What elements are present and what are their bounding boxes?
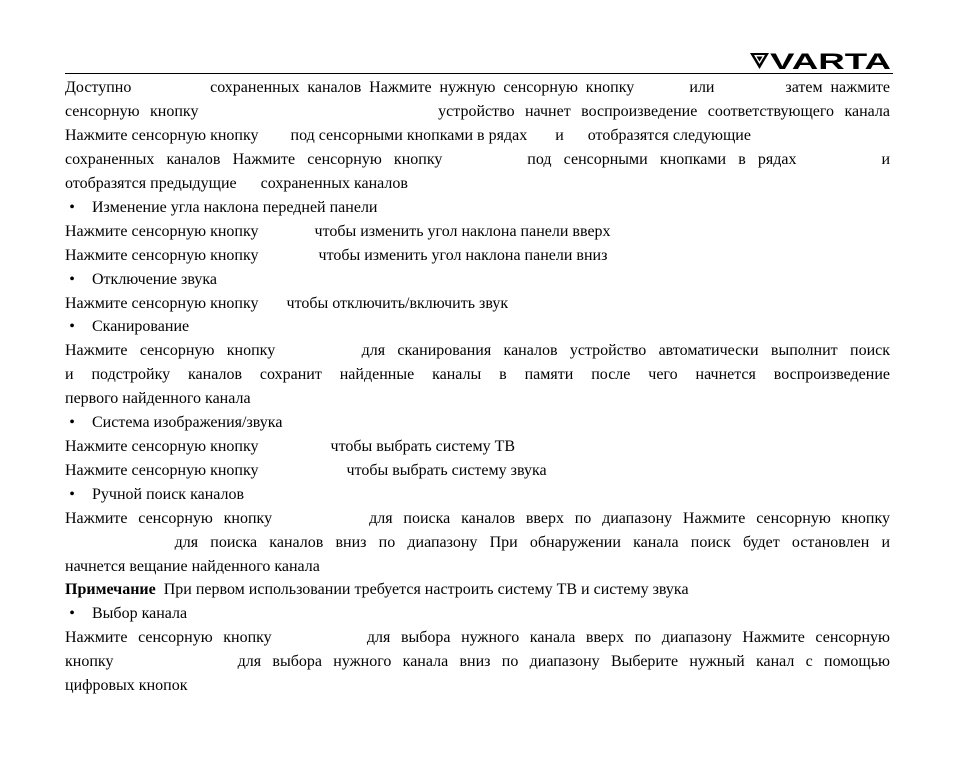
- note-text: При первом использовании требуется настроить систему ТВ и систему звука: [155, 581, 689, 598]
- paragraph-line: Доступно сохраненных каналов Нажмите нужную сенсорную кнопку или затем нажмите: [65, 79, 890, 96]
- note-line: [65, 580, 890, 600]
- bullet-icon: •: [69, 318, 75, 335]
- paragraph-line: Нажмите сенсорную кнопку для поиска каналов вверх по диапазону Нажмите сенсорную кнопку: [65, 510, 890, 527]
- paragraph-line: кнопку для выбора нужного канала вниз по диапазону Выберите нужный канал с помощью: [65, 653, 890, 670]
- header-rule: [65, 73, 893, 74]
- varta-logo: [749, 50, 892, 72]
- section-heading: [65, 198, 890, 218]
- paragraph-line: Нажмите сенсорную кнопку чтобы изменить угол наклона панели вниз: [65, 247, 608, 264]
- section-heading-text: Выбор канала: [92, 605, 188, 622]
- paragraph-line: первого найденного канала: [65, 390, 251, 407]
- paragraph-line: Нажмите сенсорную кнопку под сенсорными кнопками в рядах и отобразятся следующие: [65, 127, 751, 144]
- section-heading-text: Изменение угла наклона передней панели: [92, 199, 378, 216]
- paragraph-line: для поиска каналов вниз по диапазону При обнаружении канала поиск будет остановлен и: [65, 534, 890, 551]
- note-label: Примечание: [65, 581, 156, 598]
- bullet-icon: •: [69, 486, 75, 503]
- paragraph-line: сенсорную кнопку устройство начнет воспроизведение соответствующего канала: [65, 103, 890, 120]
- paragraph-line: Нажмите сенсорную кнопку для сканирования каналов устройство автоматически выполнит поиск: [65, 342, 890, 359]
- paragraph-line: Нажмите сенсорную кнопку для выбора нужного канала вверх по диапазону Нажмите сенсорную: [65, 629, 890, 646]
- section-heading: [65, 317, 890, 337]
- bullet-icon: •: [69, 605, 75, 622]
- paragraph-line: сохраненных каналов Нажмите сенсорную кнопку под сенсорными кнопками в рядах и: [65, 151, 890, 168]
- paragraph-line: начнется вещание найденного канала: [65, 558, 320, 575]
- section-heading-text: Система изображения/звука: [92, 414, 283, 431]
- section-heading: [65, 270, 890, 290]
- brand-wordmark: VARTA: [770, 50, 892, 72]
- bullet-icon: •: [69, 414, 75, 431]
- section-heading-text: Сканирование: [92, 318, 190, 335]
- bullet-icon: •: [69, 271, 75, 288]
- paragraph-line: отобразятся предыдущие сохраненных каналов: [65, 175, 408, 192]
- section-heading: [65, 604, 890, 624]
- paragraph-line: Нажмите сенсорную кнопку чтобы выбрать систему ТВ: [65, 438, 516, 455]
- paragraph-line: Нажмите сенсорную кнопку чтобы выбрать систему звука: [65, 462, 547, 479]
- paragraph-line: Нажмите сенсорную кнопку чтобы изменить угол наклона панели вверх: [65, 223, 611, 240]
- bullet-icon: •: [69, 199, 75, 216]
- paragraph-line: Нажмите сенсорную кнопку чтобы отключить/включить звук: [65, 295, 509, 312]
- paragraph-line: цифровых кнопок: [65, 677, 188, 694]
- section-heading: [65, 485, 890, 505]
- paragraph-line: и подстройку каналов сохранит найденные каналы в памяти после чего начнется воспроизведение: [65, 366, 890, 383]
- varta-logo-mark: [749, 50, 892, 72]
- section-heading: [65, 413, 890, 433]
- section-heading-text: Отключение звука: [92, 271, 217, 288]
- section-heading-text: Ручной поиск каналов: [92, 486, 245, 503]
